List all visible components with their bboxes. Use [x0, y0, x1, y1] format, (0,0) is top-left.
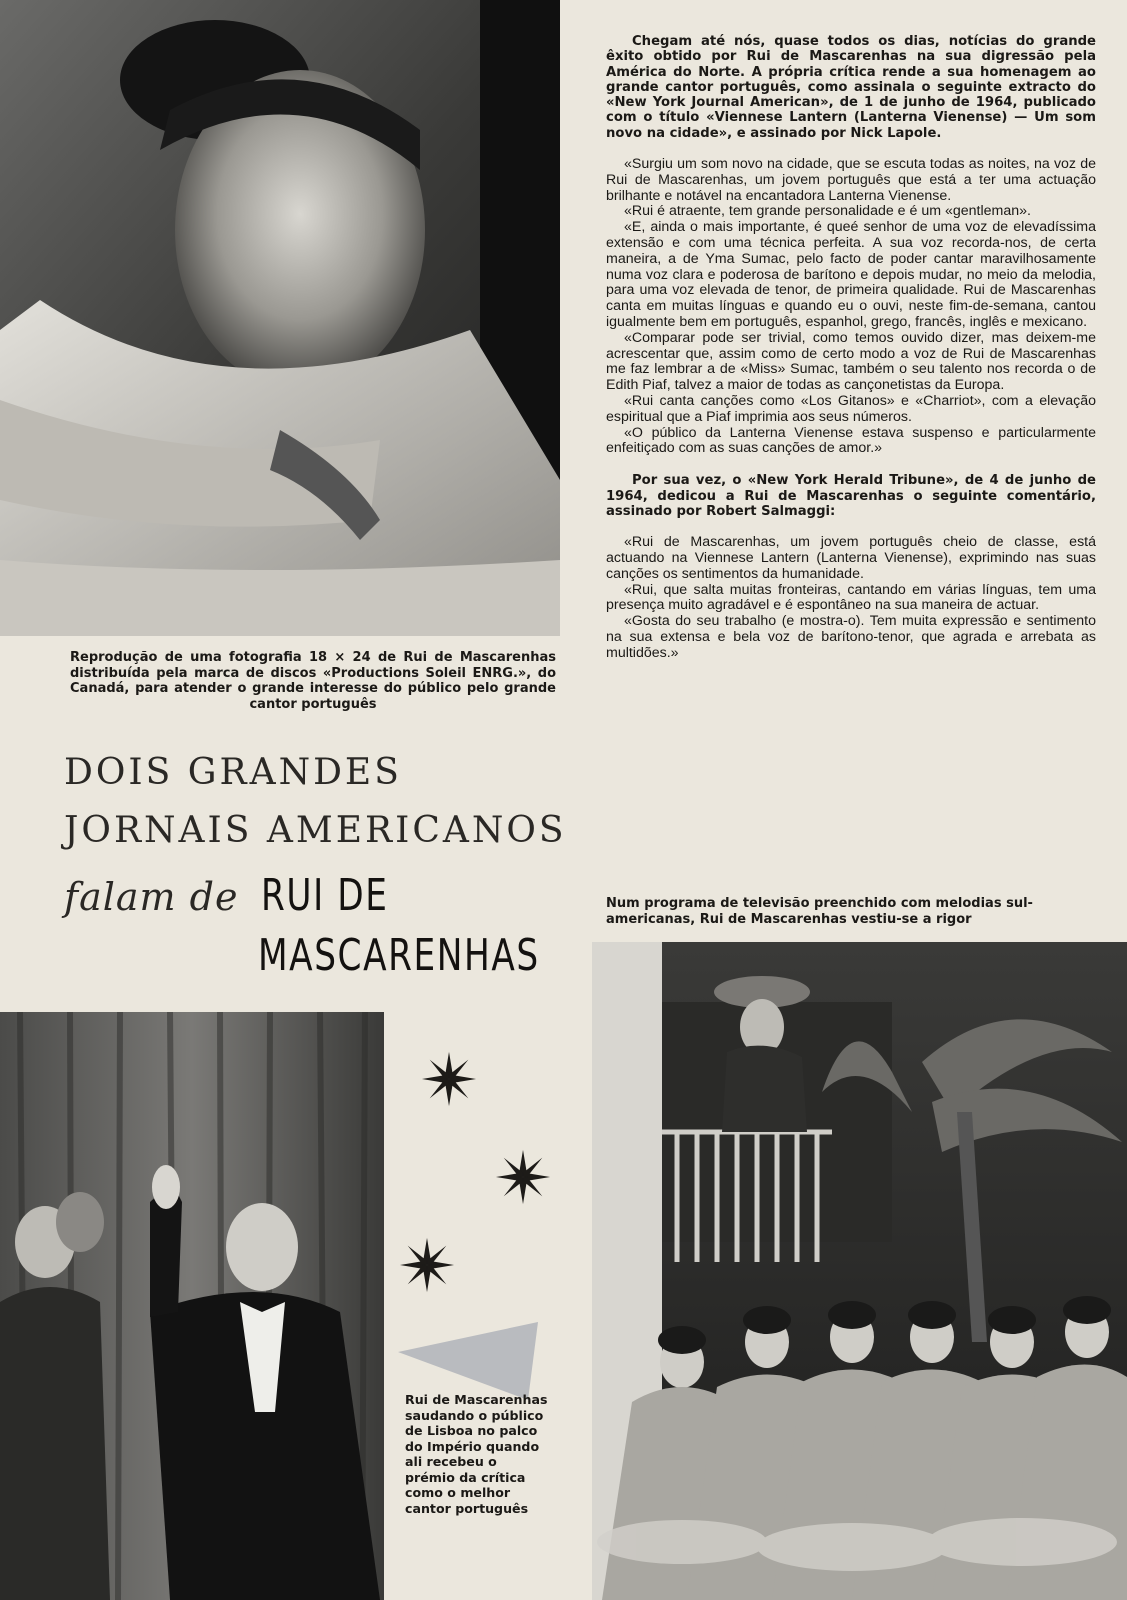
headline-line-3 [64, 870, 424, 921]
quote1-paragraph-3: «E, ainda o mais importante, é queé senhor de uma voz de elevadíssima extensão e com uma técnica perfeita. A sua voz recorda-nos, de certa maneira, a de Yma Sumac, pelo facto de poder cantar maravilhosamente numa voz clara e poderosa de barítono e depois mudar, no meio da melodia, para uma voz elevada de tenor, de primeira qualidade. Rui de Mascarenhas canta em muitas línguas e quando eu o ouvi, neste fim-de-semana, cantou igualmente bem em português, espanhol, grego, francês, inglês e mexicano. [606, 219, 1096, 331]
intro-paragraph: Chegam até nós, quase todos os dias, notícias do grande êxito obtido por Rui de Mascarenhas na sua digressão pela América do Norte. A própria crítica rende a sua homenagem ao grande cantor português, como assinala o seguinte extracto do «New York Journal American», de 1 de junho de 1964, publicado com o título «Viennese Lantern (Lanterna Vienense) — Um som novo na cidade», e assinado por Nick Lapole. [606, 34, 1096, 141]
star-icon [398, 1236, 456, 1294]
quote1-paragraph-1: «Surgiu um som novo na cidade, que se escuta todas as noites, na voz de Rui de Mascarenhas, um jovem português que está a ter uma actuação brilhante e notável na encantadora Lanterna Vienense. [606, 156, 1096, 204]
star-icon [494, 1148, 552, 1206]
stage-photo [0, 1012, 384, 1600]
article-column [606, 34, 1096, 661]
headline-line-4 [258, 930, 619, 981]
portrait-caption: Reprodução de uma fotografia 18 × 24 de Rui de Mascarenhas distribuída pela marca de discos «Productions Soleil ENRG.», do Canadá, para atender o grande interesse do público pelo grande cantor português [70, 650, 556, 712]
quote1-paragraph-5: «Rui canta canções como «Los Gitanos» e «Charriot», com a elevação espiritual que a Piaf imprimia aos seus números. [606, 393, 1096, 425]
tv-caption: Num programa de televisão preenchido com melodias sul-americanas, Rui de Mascarenhas vestiu-se a rigor [606, 896, 1033, 927]
quote2-paragraph-3: «Gosta do seu trabalho (e mostra-o). Tem muita expressão e sentimento na sua extensa e bela voz de barítono-tenor, que agrada e arrebata as multidões.» [606, 613, 1096, 661]
tv-show-photo [592, 942, 1127, 1600]
headline-name-1: RUI DE [260, 870, 389, 921]
quote1-paragraph-4: «Comparar pode ser trivial, como temos ouvido dizer, mas deixem-me acrescentar que, assim como de certo modo a voz de Rui de Mascarenhas me faz lembrar a de «Miss» Sumac, também o seu talento nos recorda o de Edith Piaf, talvez a maior de todas as cançonetistas da Europa. [606, 329, 1096, 394]
headline-name-2: MASCARENHAS [258, 930, 540, 981]
stage-caption: Rui de Mascarenhas saudando o público de Lisboa no palco do Império quando ali recebeu o prémio da crítica como o melhor cantor português [405, 1392, 548, 1516]
quote1-paragraph-2: «Rui é atraente, tem grande personalidade e é um «gentleman». [624, 203, 1031, 220]
headline-italic: falam de [64, 875, 239, 919]
quote1-paragraph-6: «O público da Lanterna Vienense estava suspenso e particularmente enfeitiçado com as suas canções de amor.» [606, 424, 1096, 457]
intro2-paragraph: Por sua vez, o «New York Herald Tribune», de 4 de junho de 1964, dedicou a Rui de Mascarenhas o seguinte comentário, assinado por Robert Salmaggi: [606, 473, 1096, 519]
portrait-photo [0, 0, 560, 636]
quote2-paragraph-2: «Rui, que salta muitas fronteiras, cantando em várias línguas, tem uma presença muito agradável e é espontâneo na sua maneira de actuar. [606, 581, 1096, 614]
headline-line-2: JORNAIS AMERICANOS [64, 810, 567, 851]
quote2-paragraph-1: «Rui de Mascarenhas, um jovem português cheio de classe, está actuando na Viennese Lantern (Lanterna Vienense), exprimindo nas suas canções os sentimentos da humanidade. [606, 534, 1096, 582]
triangle-decoration [398, 1322, 548, 1400]
star-icon [420, 1050, 478, 1108]
headline-line-1: DOIS GRANDES [64, 752, 402, 793]
